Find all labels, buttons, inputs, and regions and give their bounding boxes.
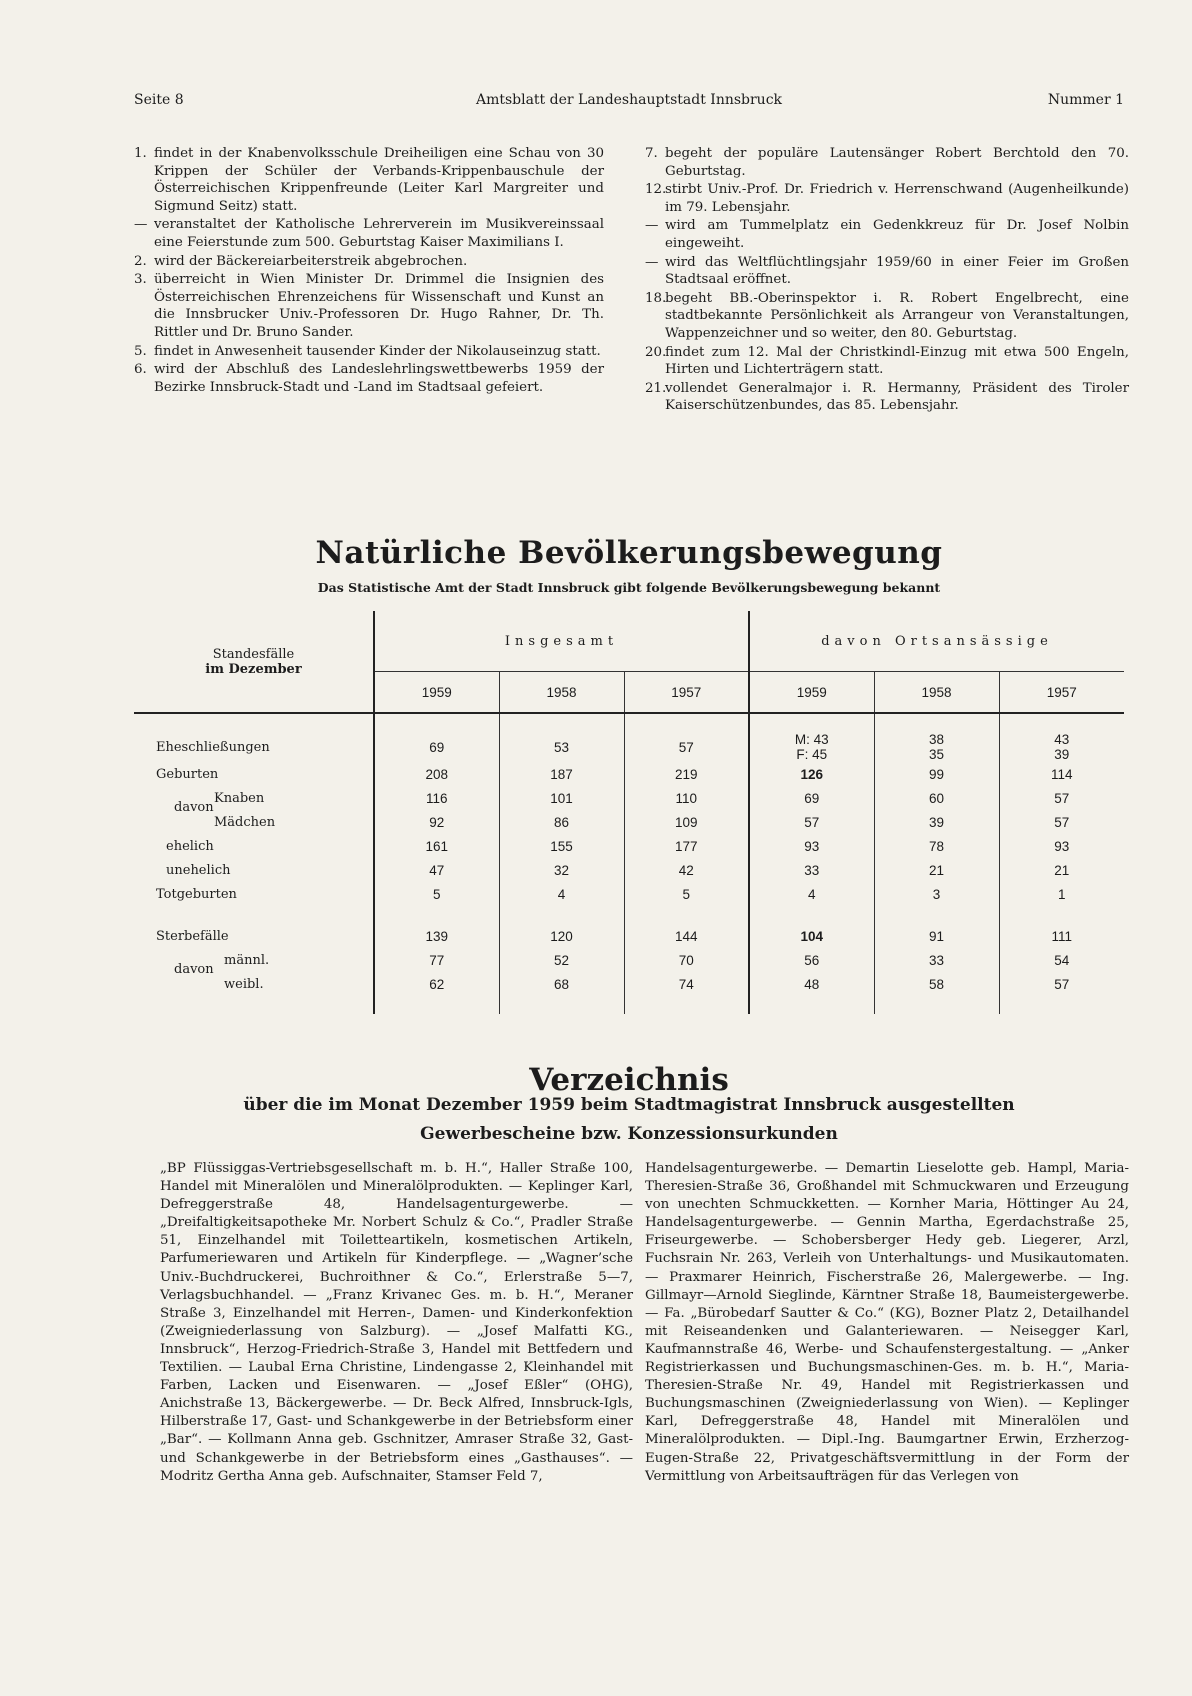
year-header: 1959 (749, 672, 874, 714)
chronicle-entry: 3. überreicht in Wien Minister Dr. Drimmel die Insignien des Österreichischen Ehrenzeichens für Wissenschaft und Kunst an die Innsbrucker Univ.-Professoren Dr. Hugo Rahner, Dr. Th. Rittler und Dr. Bruno Sander. (134, 272, 604, 340)
row-label: Knaben (214, 790, 265, 806)
chronicle-entry: 1. findet in der Knabenvolksschule Dreiheiligen eine Schau von 30 Krippen der Schüler der Verbands-Krippenbauschule der Österreichischen Krippenfreunde (Leiter Karl Margreiter und Sigmund Seitz) statt. (134, 146, 604, 214)
row-label: Totgeburten (156, 886, 237, 902)
table-row: weibl. 62 68 74 48 58 57 (134, 972, 1124, 996)
year-header: 1957 (624, 672, 749, 714)
page-header (134, 92, 1124, 116)
chronicle-left-column (134, 145, 604, 397)
publication-title: Amtsblatt der Landeshauptstadt Innsbruck (475, 92, 783, 108)
register-subtitle: über die im Monat Dezember 1959 beim Stadtmagistrat Innsbruck ausgestellten (243, 1095, 1015, 1115)
year-header: 1958 (499, 672, 624, 714)
row-label: männl. (224, 952, 270, 968)
chronicle-right-column (645, 145, 1129, 416)
davon-label: davon (174, 800, 214, 815)
page-number: Seite 8 (134, 92, 184, 108)
row-label: Geburten (156, 766, 219, 782)
population-table (134, 611, 1124, 1014)
chronicle-entry: — wird am Tummelplatz ein Gedenkkreuz für Dr. Josef Nolbin eingeweiht. (645, 218, 1129, 251)
chronicle-entry: — veranstaltet der Katholische Lehrerverein im Musikvereinssaal eine Feierstunde zum 500. Geburtstag Kaiser Maximilians I. (134, 217, 604, 250)
chronicle-entry: 12.stirbt Univ.-Prof. Dr. Friedrich v. Herrenschwand (Augenheilkunde) im 79. Lebensjahr. (645, 182, 1129, 215)
chronicle-entry: 2. wird der Bäckereiarbeiterstreik abgebrochen. (134, 253, 468, 269)
population-section-subtitle: Das Statistische Amt der Stadt Innsbruck gibt folgende Bevölkerungsbewegung bekannt (317, 580, 941, 595)
issue-number: Nummer 1 (1047, 92, 1124, 108)
table-corner-header: Standesfälle im Dezember (134, 611, 374, 713)
table-row: ehelich 161 155 177 93 78 93 (134, 834, 1124, 858)
row-label: Mädchen (214, 814, 276, 830)
year-header: 1958 (874, 672, 999, 714)
row-label: Eheschließungen (156, 739, 270, 755)
register-right-column: Handelsagenturgewerbe. — Demartin Lieselotte geb. Hampl, Maria-Theresien-Straße 36, Großhandel mit Schmuckwaren und Erzeugung von unechten Schmuckketten. — Kornher Maria, Höttinger Au 24, Handelsagenturgewerbe. — Gennin Martha, Egerdachstraße 25, Friseurgewerbe. — Schobersberger Hedy geb. Liegerer, Arzl, Fuchsrain Nr. 263, Verleih von Unterhaltungs- und Musikautomaten. — Praxmarer Heinrich, Fischerstraße 26, Malergewerbe. — Ing. Gillmayr—Arnold Sieglinde, Kärntner Straße 18, Baumeistergewerbe. — Fa. „Bürobedarf Sautter & Co.“ (KG), Bozner Platz 2, Detailhandel mit Reiseandenken und Galanteriewaren. — Neisegger Karl, Kaufmannstraße 46, Werbe- und Schaufenstergestaltung. — „Anker Registrierkassen und Buchungsmaschinen-Ges. m. b. H.“, Maria-Theresien-Straße Nr. 49, Handel mit Registrierkassen und Buchungsmaschinen (Zweigniederlassung von Wien). — Keplinger Karl, Defreggerstraße 48, Handel mit Mineralölen und Mineralölprodukten. — Dipl.-Ing. Baumgartner Erwin, Erzherzog-Eugen-Straße 22, Privatgeschäftsvermittlung in der Form der Vermittlung von Arbeitsaufträgen für das Verlegen von (645, 1161, 1129, 1484)
chronicle-entry: 20.findet zum 12. Mal der Christkindl-Einzug mit etwa 500 Engeln, Hirten und Lichterträgern statt. (645, 344, 1129, 378)
table-row: unehelich 47 32 42 33 21 21 (134, 858, 1124, 882)
register-title: Verzeichnis (529, 1062, 729, 1098)
table-row: Totgeburten 5 4 5 4 3 1 (134, 882, 1124, 906)
row-label: weibl. (224, 976, 264, 992)
group-header-resident: davon Ortsansässige (749, 611, 1124, 672)
table-row: Sterbefälle 139 120 144 104 91 111 (134, 924, 1124, 948)
chronicle-entry: 6. wird der Abschluß des Landeslehrlingswettbewerbs 1959 der Bezirke Innsbruck-Stadt und -Land im Stadtsaal gefeiert. (134, 362, 604, 395)
row-label: ehelich (166, 838, 214, 854)
row-label: unehelich (166, 862, 231, 878)
table-row: Eheschließungen 69 53 57 M: 43 F: 45 38 35 43 39 (134, 732, 1124, 762)
register-subtitle: Gewerbescheine bzw. Konzessionsurkunden (420, 1124, 838, 1144)
chronicle-entry: 18.begeht BB.-Oberinspektor i. R. Robert Engelbrecht, eine stadtbekannte Persönlichkeit als Arrangeur von Veranstaltungen, Wappenzeichner und so weiter, den 80. Geburtstag. (645, 290, 1129, 341)
row-label: Sterbefälle (156, 928, 229, 944)
population-section-title: Natürliche Bevölkerungsbewegung (315, 535, 943, 571)
table-row: Geburten 208 187 219 126 99 114 (134, 762, 1124, 786)
table-row: davon Knaben 116 101 110 69 60 57 (134, 786, 1124, 810)
davon-label: davon (174, 962, 214, 977)
chronicle-entry: 21.vollendet Generalmajor i. R. Hermanny, Präsident des Tiroler Kaiserschützenbundes, das 85. Lebensjahr. (645, 380, 1129, 414)
chronicle-entry: 5. findet in Anwesenheit tausender Kinder der Nikolauseinzug statt. (134, 343, 601, 359)
register-left-column: „BP Flüssiggas-Vertriebsgesellschaft m. b. H.“, Haller Straße 100, Handel mit Mineralölen und Mineralölprodukten. — Keplinger Karl, Defreggerstraße 48, Handelsagenturgewerbe. — „Dreifaltigkeitsapotheke Mr. Norbert Schulz & Co.“, Pradler Straße 51, Einzelhandel mit Toiletteartikeln, kosmetischen Artikeln, Parfumeriewaren und Artikeln für Kinderpflege. — „Wagner’sche Univ.-Buchdruckerei, Buchroithner & Co.“, Erlerstraße 5—7, Verlagsbuchhandel. — „Franz Krivanec Ges. m. b. H.“, Meraner Straße 3, Einzelhandel mit Herren-, Damen- und Kinderkonfektion (Zweigniederlassung von Salzburg). — „Josef Malfatti KG., Innsbruck“, Herzog-Friedrich-Straße 3, Handel mit Bettfedern und Textilien. — Laubal Erna Christine, Lindengasse 2, Kleinhandel mit Farben, Lacken und Eisenwaren. — „Josef Eßler“ (OHG), Anichstraße 13, Bäckergewerbe. — Dr. Beck Alfred, Innsbruck-Igls, Hilberstraße 17, Gast- und Schankgewerbe in der Betriebsform einer „Bar“. — Kollmann Anna geb. Gschnitzer, Amraser Straße 32, Gast- und Schankgewerbe in der Betriebsform eines „Gasthauses“. — Modritz Gertha Anna geb. Aufschnaiter, Stamser Feld 7, (160, 1161, 633, 1484)
table-row: Mädchen 92 86 109 57 39 57 (134, 810, 1124, 834)
year-header: 1959 (374, 672, 499, 714)
table-row: davon männl. 77 52 70 56 33 54 (134, 948, 1124, 972)
year-header: 1957 (999, 672, 1124, 714)
chronicle-entry: 7. begeht der populäre Lautensänger Robert Berchtold den 70. Geburtstag. (645, 146, 1129, 179)
chronicle-entry: — wird das Weltflüchtlingsjahr 1959/60 in einer Feier im Großen Stadtsaal eröffnet. (645, 254, 1129, 288)
group-header-total: Insgesamt (374, 611, 749, 672)
